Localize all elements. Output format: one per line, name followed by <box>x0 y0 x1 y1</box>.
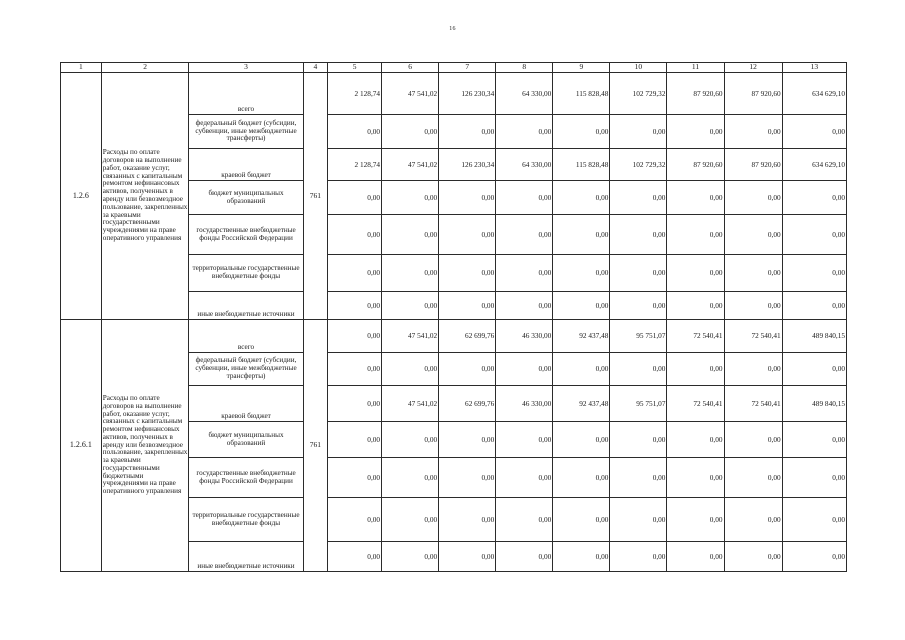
amount-cell: 0,00 <box>553 422 610 458</box>
amount-cell: 0,00 <box>439 292 496 320</box>
amount-cell: 0,00 <box>328 255 382 292</box>
budget-table-body <box>61 73 847 572</box>
amount-cell: 634 629,10 <box>782 149 846 181</box>
amount-cell: 0,00 <box>553 458 610 498</box>
column-number: 5 <box>328 63 382 73</box>
amount-cell: 0,00 <box>439 115 496 149</box>
amount-cell: 0,00 <box>782 458 846 498</box>
amount-cell: 64 330,00 <box>496 149 553 181</box>
column-number: 12 <box>724 63 782 73</box>
amount-cell: 0,00 <box>610 181 667 215</box>
amount-cell: 0,00 <box>667 353 724 386</box>
amount-cell: 126 230,34 <box>439 149 496 181</box>
amount-cell: 0,00 <box>439 215 496 255</box>
amount-cell: 0,00 <box>496 115 553 149</box>
amount-cell: 47 541,02 <box>382 386 439 422</box>
amount-cell: 0,00 <box>667 115 724 149</box>
funding-source: иные внебюджетные источники <box>189 542 303 572</box>
amount-cell: 0,00 <box>724 353 782 386</box>
column-number: 10 <box>610 63 667 73</box>
amount-cell: 0,00 <box>724 215 782 255</box>
amount-cell: 0,00 <box>610 292 667 320</box>
amount-cell: 0,00 <box>328 115 382 149</box>
amount-cell: 0,00 <box>610 115 667 149</box>
amount-cell: 0,00 <box>439 255 496 292</box>
amount-cell: 126 230,34 <box>439 73 496 115</box>
amount-cell: 115 828,48 <box>553 73 610 115</box>
column-number: 3 <box>189 63 303 73</box>
column-number: 8 <box>496 63 553 73</box>
funding-source: бюджет муниципальных образований <box>189 422 303 458</box>
column-number: 4 <box>303 63 327 73</box>
table-row <box>61 73 847 115</box>
amount-cell: 87 920,60 <box>667 73 724 115</box>
amount-cell: 0,00 <box>439 422 496 458</box>
amount-cell: 0,00 <box>496 422 553 458</box>
column-number: 9 <box>553 63 610 73</box>
column-number: 2 <box>101 63 189 73</box>
amount-cell: 64 330,00 <box>496 73 553 115</box>
amount-cell: 0,00 <box>328 458 382 498</box>
amount-cell: 0,00 <box>382 542 439 572</box>
amount-cell: 0,00 <box>667 292 724 320</box>
column-number: 11 <box>667 63 724 73</box>
amount-cell: 0,00 <box>667 181 724 215</box>
amount-cell: 102 729,32 <box>610 73 667 115</box>
amount-cell: 2 128,74 <box>328 73 382 115</box>
amount-cell: 72 540,41 <box>667 386 724 422</box>
amount-cell: 92 437,48 <box>553 386 610 422</box>
amount-cell: 0,00 <box>328 386 382 422</box>
amount-cell: 0,00 <box>382 422 439 458</box>
amount-cell: 0,00 <box>724 542 782 572</box>
amount-cell: 0,00 <box>382 215 439 255</box>
amount-cell: 47 541,02 <box>382 149 439 181</box>
amount-cell: 0,00 <box>328 320 382 353</box>
amount-cell: 87 920,60 <box>724 149 782 181</box>
amount-cell: 0,00 <box>667 542 724 572</box>
amount-cell: 0,00 <box>782 255 846 292</box>
column-number: 6 <box>382 63 439 73</box>
amount-cell: 0,00 <box>610 498 667 542</box>
column-number: 13 <box>782 63 846 73</box>
amount-cell: 0,00 <box>610 422 667 458</box>
amount-cell: 95 751,07 <box>610 386 667 422</box>
amount-cell: 0,00 <box>724 255 782 292</box>
amount-cell: 0,00 <box>328 542 382 572</box>
amount-cell: 0,00 <box>496 292 553 320</box>
section-code: 1.2.6.1 <box>61 320 102 572</box>
funding-source: краевой бюджет <box>189 386 303 422</box>
header-row <box>61 63 847 73</box>
amount-cell: 2 128,74 <box>328 149 382 181</box>
amount-cell: 0,00 <box>496 215 553 255</box>
amount-cell: 634 629,10 <box>782 73 846 115</box>
amount-cell: 0,00 <box>782 215 846 255</box>
amount-cell: 0,00 <box>439 458 496 498</box>
section-name: Расходы по оплате договоров на выполнение работ, оказание услуг, связанных с капитальным ремонтом нефинансовых активов, полученных в аренду или безвозмездное пользование, закрепленных за краевыми государственными учреждениями на праве оперативного управления <box>101 73 189 320</box>
amount-cell: 92 437,48 <box>553 320 610 353</box>
amount-cell: 0,00 <box>667 458 724 498</box>
amount-cell: 0,00 <box>724 115 782 149</box>
amount-cell: 0,00 <box>782 353 846 386</box>
funding-source: краевой бюджет <box>189 149 303 181</box>
funding-source: всего <box>189 320 303 353</box>
amount-cell: 46 330,00 <box>496 386 553 422</box>
amount-cell: 0,00 <box>439 181 496 215</box>
funding-source: иные внебюджетные источники <box>189 292 303 320</box>
amount-cell: 0,00 <box>328 422 382 458</box>
amount-cell: 0,00 <box>610 353 667 386</box>
funding-source: бюджет муниципальных образований <box>189 181 303 215</box>
amount-cell: 0,00 <box>724 181 782 215</box>
amount-cell: 0,00 <box>782 542 846 572</box>
amount-cell: 489 840,15 <box>782 386 846 422</box>
amount-cell: 0,00 <box>382 115 439 149</box>
funding-source: федеральный бюджет (субсидии, субвенции, иные межбюджетные трансферты) <box>189 353 303 386</box>
amount-cell: 0,00 <box>782 292 846 320</box>
amount-cell: 47 541,02 <box>382 73 439 115</box>
amount-cell: 62 699,76 <box>439 386 496 422</box>
section-code: 1.2.6 <box>61 73 102 320</box>
table-row <box>61 320 847 353</box>
amount-cell: 0,00 <box>496 542 553 572</box>
amount-cell: 0,00 <box>610 458 667 498</box>
amount-cell: 0,00 <box>553 353 610 386</box>
amount-cell: 0,00 <box>496 255 553 292</box>
amount-cell: 0,00 <box>496 498 553 542</box>
amount-cell: 0,00 <box>724 422 782 458</box>
page-number: 16 <box>449 26 456 32</box>
amount-cell: 0,00 <box>382 181 439 215</box>
amount-cell: 0,00 <box>328 292 382 320</box>
funding-source: государственные внебюджетные фонды Российской Федерации <box>189 215 303 255</box>
funding-source: государственные внебюджетные фонды Российской Федерации <box>189 458 303 498</box>
department-code: 761 <box>303 320 327 572</box>
amount-cell: 47 541,02 <box>382 320 439 353</box>
budget-table <box>60 62 847 572</box>
amount-cell: 0,00 <box>724 498 782 542</box>
funding-source: федеральный бюджет (субсидии, субвенции, иные межбюджетные трансферты) <box>189 115 303 149</box>
amount-cell: 0,00 <box>553 498 610 542</box>
amount-cell: 87 920,60 <box>667 149 724 181</box>
amount-cell: 0,00 <box>782 422 846 458</box>
amount-cell: 0,00 <box>382 292 439 320</box>
amount-cell: 0,00 <box>328 498 382 542</box>
amount-cell: 0,00 <box>553 292 610 320</box>
funding-source: территориальные государственные внебюджетные фонды <box>189 498 303 542</box>
amount-cell: 0,00 <box>382 255 439 292</box>
amount-cell: 0,00 <box>382 353 439 386</box>
amount-cell: 0,00 <box>328 215 382 255</box>
amount-cell: 0,00 <box>667 498 724 542</box>
amount-cell: 0,00 <box>667 215 724 255</box>
amount-cell: 0,00 <box>610 215 667 255</box>
amount-cell: 102 729,32 <box>610 149 667 181</box>
amount-cell: 46 330,00 <box>496 320 553 353</box>
column-number: 7 <box>439 63 496 73</box>
amount-cell: 0,00 <box>328 181 382 215</box>
amount-cell: 0,00 <box>782 181 846 215</box>
amount-cell: 0,00 <box>496 181 553 215</box>
amount-cell: 0,00 <box>724 292 782 320</box>
amount-cell: 95 751,07 <box>610 320 667 353</box>
amount-cell: 72 540,41 <box>724 386 782 422</box>
amount-cell: 0,00 <box>782 115 846 149</box>
amount-cell: 0,00 <box>496 458 553 498</box>
department-code: 761 <box>303 73 327 320</box>
amount-cell: 115 828,48 <box>553 149 610 181</box>
amount-cell: 0,00 <box>496 353 553 386</box>
amount-cell: 62 699,76 <box>439 320 496 353</box>
amount-cell: 0,00 <box>610 255 667 292</box>
amount-cell: 0,00 <box>553 115 610 149</box>
amount-cell: 0,00 <box>439 353 496 386</box>
amount-cell: 72 540,41 <box>667 320 724 353</box>
amount-cell: 0,00 <box>439 498 496 542</box>
amount-cell: 0,00 <box>553 255 610 292</box>
amount-cell: 0,00 <box>328 353 382 386</box>
amount-cell: 0,00 <box>782 498 846 542</box>
amount-cell: 0,00 <box>382 498 439 542</box>
funding-source: всего <box>189 73 303 115</box>
funding-source: территориальные государственные внебюджетные фонды <box>189 255 303 292</box>
amount-cell: 0,00 <box>553 181 610 215</box>
amount-cell: 0,00 <box>382 458 439 498</box>
amount-cell: 489 840,15 <box>782 320 846 353</box>
amount-cell: 0,00 <box>553 542 610 572</box>
column-number: 1 <box>61 63 102 73</box>
amount-cell: 0,00 <box>724 458 782 498</box>
amount-cell: 0,00 <box>667 255 724 292</box>
amount-cell: 0,00 <box>610 542 667 572</box>
amount-cell: 0,00 <box>667 422 724 458</box>
amount-cell: 0,00 <box>439 542 496 572</box>
amount-cell: 72 540,41 <box>724 320 782 353</box>
section-name: Расходы по оплате договоров на выполнение работ, оказание услуг, связанных с капитальным ремонтом нефинансовых активов, полученных в аренду или безвозмездное пользование, закрепленных за краевыми государственными бюджетными учреждениями на праве оперативного управления <box>101 320 189 572</box>
amount-cell: 0,00 <box>553 215 610 255</box>
amount-cell: 87 920,60 <box>724 73 782 115</box>
